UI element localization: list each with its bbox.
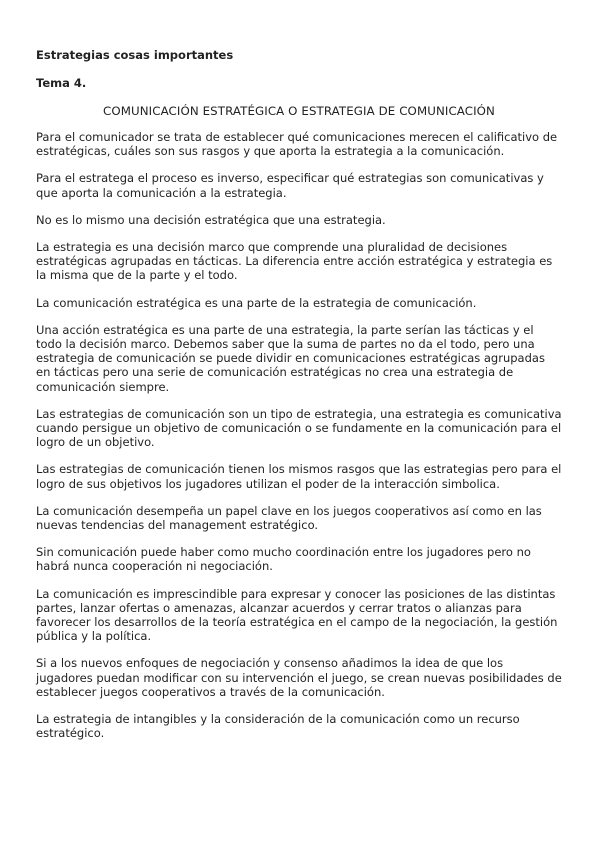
paragraph: La estrategia de intangibles y la consideración de la comunicación como un recurso estratégico. <box>36 712 520 741</box>
document-title: COMUNICACIÓN ESTRATÉGICA O ESTRATEGIA DE COMUNICACIÓN <box>103 104 495 118</box>
paragraph: Para el estratega el proceso es inverso, especificar qué estrategias son comunicativas y que aporta la comunicación a la estrategia. <box>36 171 544 200</box>
paragraph: La comunicación desempeña un papel clave en los juegos cooperativos así como en las nuevas tendencias del management estratégico. <box>36 503 542 533</box>
paragraph: La estrategia es una decisión marco que comprende una pluralidad de decisiones estratégicas agrupadas en tácticas. La diferencia entre acción estratégica y estrategia es la misma que de la parte y el todo. <box>36 240 553 283</box>
paragraph: No es lo mismo una decisión estratégica que una estrategia. <box>36 212 386 227</box>
paragraph: Una acción estratégica es una parte de una estrategia, la parte serían las tácticas y el todo la decisión marco. Debemos saber que la suma de partes no da el todo, pero una estrategia de comunicación se puede dividir en comunicaciones estratégicas agrupadas en tácticas pero una serie de comunicación estratégicas no crea una estrategia de comunicación siempre. <box>36 322 545 394</box>
paragraph: La comunicación es imprescindible para expresar y conocer las posiciones de las distintas partes, lanzar ofertas o amenazas, alcanzar acuerdos y cerrar tratos o alianzas para favorecer los desarrollos de la teoría estratégica en el campo de la negociación, la gestión pública y la política. <box>36 586 558 644</box>
paragraph: Las estrategias de comunicación son un tipo de estrategia, una estrategia es comunicativa cuando persigue un objetivo de comunicación o se fundamente en la comunicación para el logro de un objetivo. <box>36 406 562 450</box>
paragraph: Las estrategias de comunicación tienen los mismos rasgos que las estrategias pero para el logro de sus objetivos los jugadores utilizan el poder de la interacción simbolica. <box>36 462 562 491</box>
paragraph: Para el comunicador se trata de establecer qué comunicaciones merecen el calificativo de estratégicas, cuáles son sus rasgos y que aporta la estrategia a la comunicación. <box>36 130 558 159</box>
document-topic: Tema 4. <box>36 76 87 90</box>
paragraph: La comunicación estratégica es una parte de la estrategia de comunicación. <box>36 295 477 310</box>
paragraph: Sin comunicación puede haber como mucho coordinación entre los jugadores pero no habrá nunca cooperación ni negociación. <box>36 545 531 574</box>
document-subject: Estrategias cosas importantes <box>36 48 234 62</box>
paragraph: Si a los nuevos enfoques de negociación y consenso añadimos la idea de que los jugadores puedan modificar con su intervención el juego, se crean nuevas posibilidades de establecer juegos cooperativos a través de la comunicación. <box>36 656 562 699</box>
